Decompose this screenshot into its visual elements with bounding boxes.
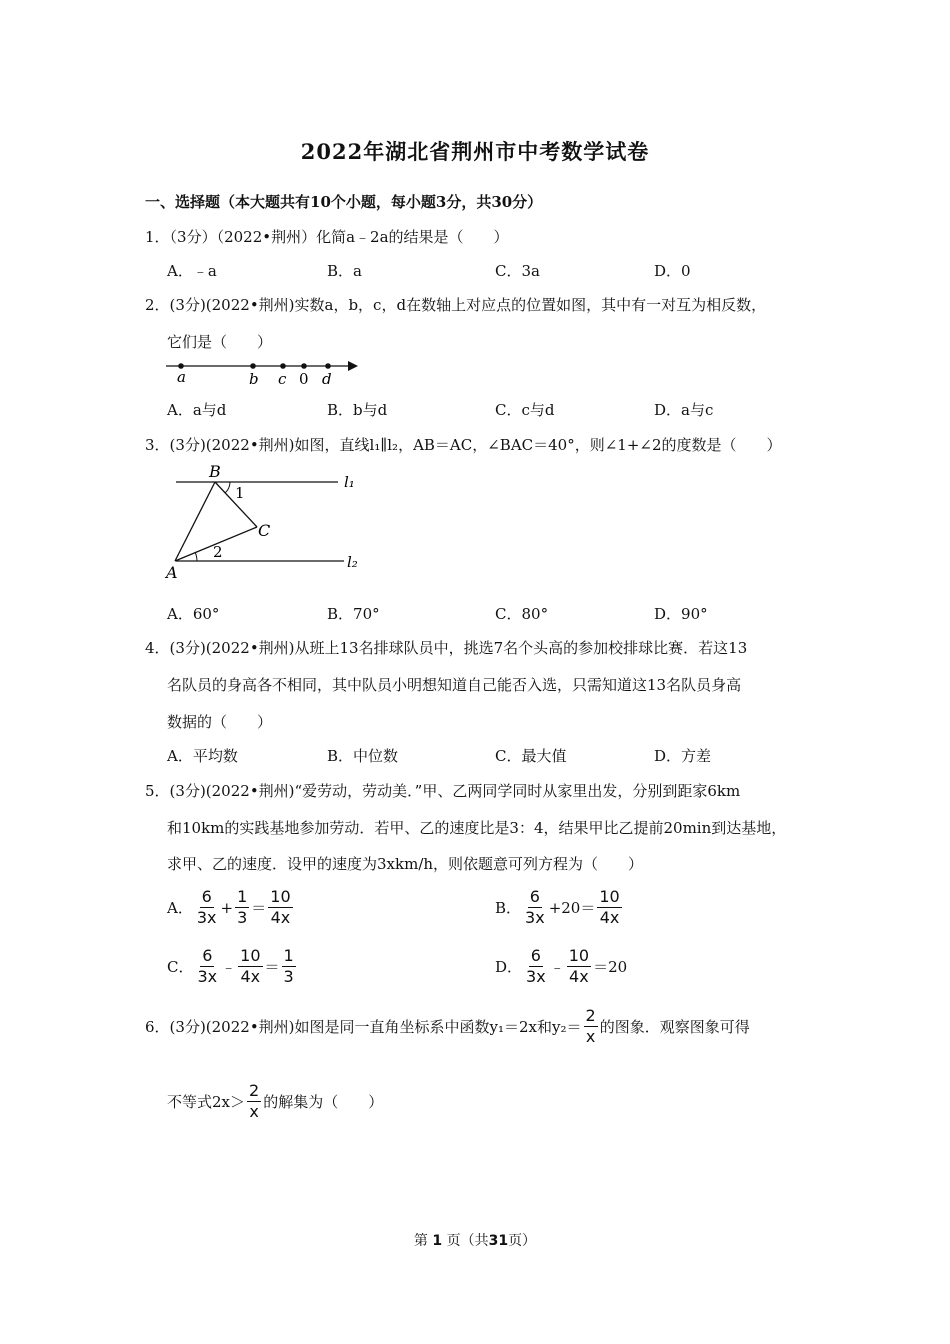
label-angle-2: 2 <box>213 543 223 561</box>
question-1-stem: 1．（3分）（2022•荆州）化简a﹣2a的结果是（ ） <box>145 228 509 246</box>
segment-ab <box>175 482 215 561</box>
q6-text-part: 6．(3分)(2022•荆州)如图是同一直角坐标系中函数y₁＝2x和y₂＝ <box>145 1018 582 1036</box>
question-2-stem-line2: 它们是（ ） <box>167 333 273 351</box>
angle-2-arc <box>195 552 197 561</box>
question-5-stem-line1: 5．(3分)(2022•荆州)“爱劳动，劳动美．”甲、乙两同学同时从家里出发，分别到距家6km <box>145 782 741 800</box>
operator: + <box>220 898 234 917</box>
q1-option-d: D．0 <box>654 262 691 280</box>
fraction: $\frac{6}{3x}$ <box>196 887 217 927</box>
q4-option-a: A．平均数 <box>167 747 238 765</box>
label-c: c <box>278 370 287 388</box>
fraction: $\frac{1}{3}$ <box>283 946 294 986</box>
q2-option-c: C．c与d <box>495 401 555 419</box>
question-4-stem-line1: 4．(3分)(2022•荆州)从班上13名排球队员中，挑选7名个头高的参加校排球比赛．若这13 <box>145 639 748 657</box>
footer-text: 第 <box>413 1233 428 1249</box>
fraction-2-over-x: $\frac{2}{x}$ <box>585 1006 596 1046</box>
label-c: C <box>258 521 271 540</box>
section-heading: 一、选择题（本大题共有10个小题，每小题3分，共30分） <box>145 193 543 211</box>
option-label: A． <box>167 899 193 917</box>
fraction: $\frac{10}{4x}$ <box>270 887 291 927</box>
point-zero <box>301 363 307 369</box>
page-title: 2022年湖北省荆州市中考数学试卷 <box>300 139 650 164</box>
q2-option-a: A．a与d <box>167 401 227 419</box>
footer-text: 页） <box>508 1233 537 1249</box>
question-5-stem-line3: 求甲、乙的速度．设甲的速度为3xkm/h，则依题意可列方程为（ ） <box>167 855 644 873</box>
point-c <box>280 363 286 369</box>
label-a: a <box>177 368 186 386</box>
option-label: D． <box>495 958 523 976</box>
q1-option-c: C．3a <box>495 262 540 280</box>
equals: ＝ <box>251 899 267 917</box>
question-2-stem-line1: 2．(3分)(2022•荆州)实数a，b，c，d在数轴上对应点的位置如图，其中有一对互为相反数， <box>145 296 767 314</box>
fraction-2-over-x: $\frac{2}{x}$ <box>249 1081 260 1121</box>
q5-option-c <box>167 946 296 987</box>
label-l2: l₂ <box>347 553 358 571</box>
operator: ﹣ <box>549 958 565 976</box>
equals: ＝20 <box>593 958 628 976</box>
equals: ＝ <box>264 958 280 976</box>
q2-option-b: B．b与d <box>327 401 388 419</box>
q3-option-b: B．70° <box>327 605 380 623</box>
q1-option-b: B．a <box>327 262 362 280</box>
number-line-figure <box>160 356 370 388</box>
q4-option-c: C．最大值 <box>495 747 567 765</box>
option-label: C． <box>167 958 194 976</box>
q5-option-d <box>495 946 627 987</box>
q3-option-c: C．80° <box>495 605 549 623</box>
question-5-stem-line2: 和10km的实践基地参加劳动．若甲、乙的速度比是3：4，结果甲比乙提前20min到达基地， <box>167 819 787 837</box>
question-4-stem-line2: 名队员的身高各不相同，其中队员小明想知道自己能否入选，只需知道这13名队员身高 <box>167 676 742 694</box>
option-label: B． <box>495 899 522 917</box>
point-b <box>250 363 256 369</box>
question-4-stem-line3: 数据的（ ） <box>167 713 273 731</box>
operator: +20＝ <box>548 899 596 917</box>
question-3-stem: 3．(3分)(2022•荆州)如图，直线l₁∥l₂，AB＝AC，∠BAC＝40°，则∠1+∠2的度数是（ ） <box>145 436 782 454</box>
label-angle-1: 1 <box>235 484 245 502</box>
q2-option-d: D．a与c <box>654 401 714 419</box>
page-footer <box>0 1230 950 1250</box>
fraction: $\frac{1}{3}$ <box>237 887 248 927</box>
q6-text-part: 的图象．观察图象可得 <box>599 1018 750 1036</box>
point-d <box>325 363 331 369</box>
label-b: B <box>209 462 221 481</box>
angle-1-arc <box>225 482 230 493</box>
number-line-arrow <box>348 361 358 371</box>
operator: ﹣ <box>221 958 237 976</box>
question-6-stem-line1 <box>145 1006 750 1047</box>
fraction: $\frac{10}{4x}$ <box>599 887 620 927</box>
fraction: $\frac{10}{4x}$ <box>568 946 590 986</box>
label-l1: l₁ <box>344 473 355 491</box>
label-d: d <box>322 370 332 388</box>
q3-option-d: D．90° <box>654 605 708 623</box>
fraction: $\frac{6}{3x}$ <box>526 946 546 986</box>
footer-total-pages: 31 <box>488 1233 509 1249</box>
q5-option-b <box>495 887 622 928</box>
fraction: $\frac{6}{3x}$ <box>197 946 218 986</box>
footer-page-number: 1 <box>432 1233 443 1249</box>
triangle-parallel-lines-figure <box>160 460 375 585</box>
footer-text: 页（共 <box>446 1233 489 1249</box>
q6-text-part: 不等式2x＞ <box>167 1093 246 1111</box>
label-a: A <box>166 563 178 582</box>
fraction: $\frac{6}{3x}$ <box>525 887 545 927</box>
q4-option-b: B．中位数 <box>327 747 399 765</box>
question-6-stem-line2 <box>167 1081 383 1122</box>
label-b: b <box>249 370 259 388</box>
label-zero: 0 <box>299 370 309 388</box>
q5-option-a <box>167 887 293 928</box>
fraction: $\frac{10}{4x}$ <box>240 946 261 986</box>
q1-option-a: A．﹣a <box>167 262 217 280</box>
q4-option-d: D．方差 <box>654 747 712 765</box>
q6-text-part: 的解集为（ ） <box>263 1093 384 1111</box>
q3-option-a: A．60° <box>167 605 220 623</box>
